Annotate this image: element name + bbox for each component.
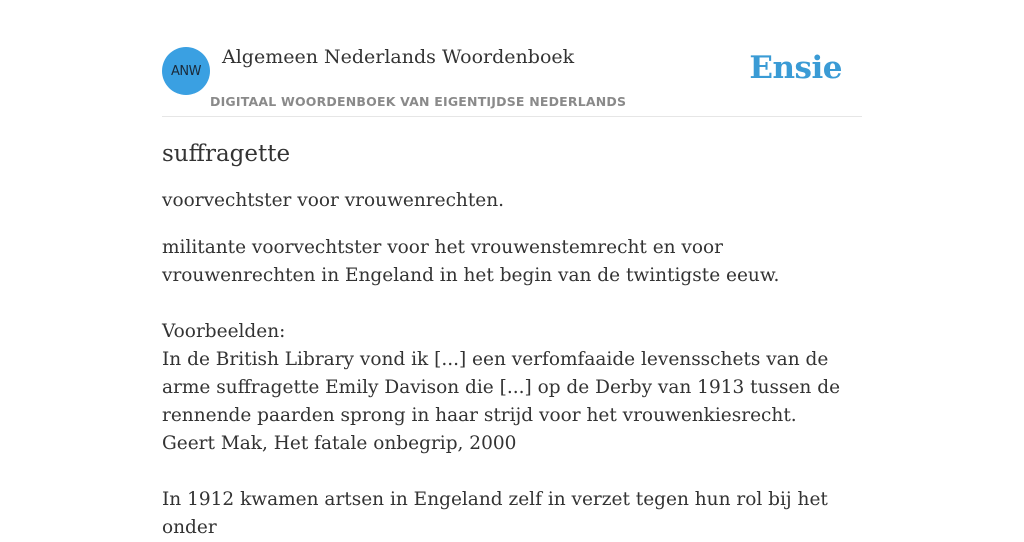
logo-text: ANW bbox=[171, 63, 201, 79]
long-definition: militante voorvechtster voor het vrouwenstemrecht en voor vrouwenrechten in Engeland in het begin van de twintigste eeuw. Voorbeelden: In de British Library vond ik [...] een verfomfaaide levensschets van de arme suffragette Emily Davison die [...] op de Derby van 1913 tussen de rennende paarden sprong in haar strijd voor het vrouwenkiesrecht. Geert Mak, Het fatale onbegrip, 2000 In 1912 kwamen artsen in Engeland zelf in verzet tegen hun rol bij het onder bbox=[162, 237, 841, 538]
short-definition: voorvechtster voor vrouwenrechten. bbox=[162, 190, 505, 211]
anw-logo[interactable] bbox=[162, 47, 210, 95]
ensie-brand-logo[interactable]: Ensie bbox=[749, 50, 842, 86]
entry-headword: suffragette bbox=[162, 141, 291, 167]
site-header bbox=[162, 0, 862, 117]
site-subtitle: DIGITAAL WOORDENBOEK VAN EIGENTIJDSE NEDERLANDS bbox=[210, 94, 627, 109]
entry-content bbox=[162, 138, 862, 542]
site-title[interactable]: Algemeen Nederlands Woordenboek bbox=[222, 46, 575, 68]
